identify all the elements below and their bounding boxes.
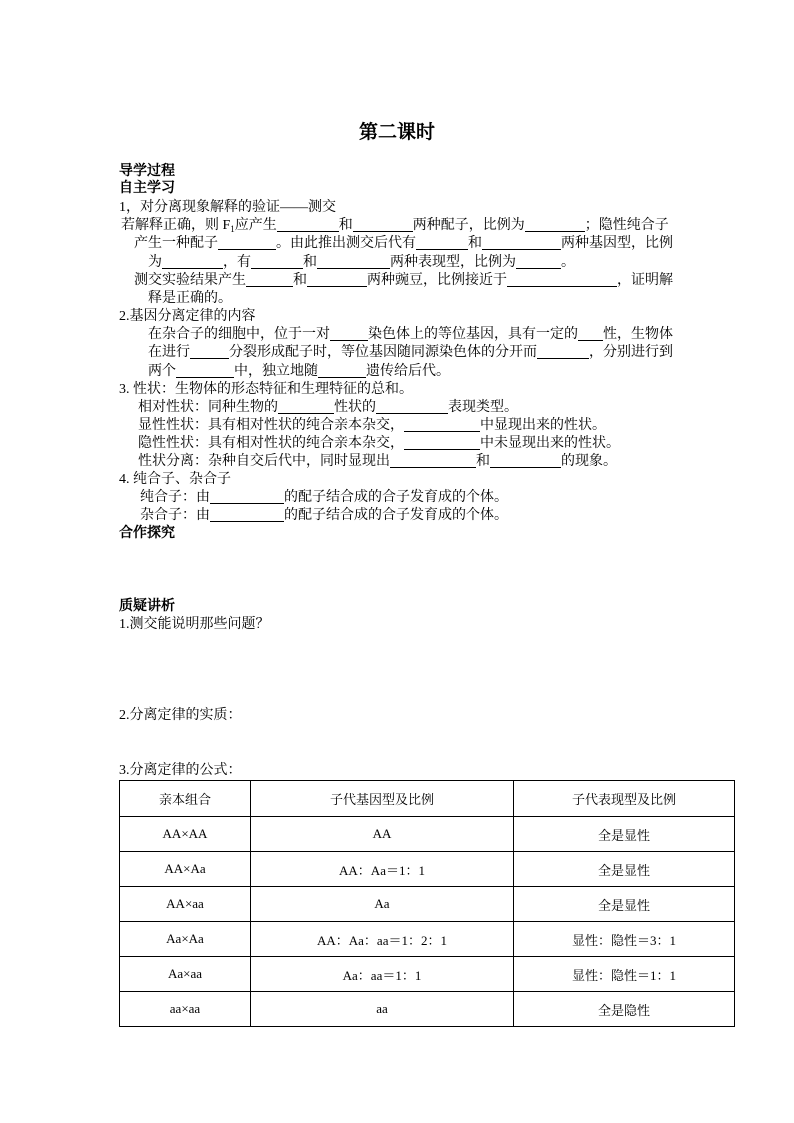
text-segment: 在杂合子的细胞中，位于一对 (148, 327, 330, 342)
section-heading-guide: 导学过程 (119, 164, 175, 179)
answer-blank (162, 254, 223, 269)
q2-line-2 (148, 344, 673, 362)
table-row (120, 887, 735, 922)
text-segment: 性，生物体 (603, 327, 673, 342)
table-cell: 全是显性 (514, 852, 735, 887)
discussion-question-3: 3.分离定律的公式： (119, 763, 242, 778)
q3-recessive-trait (138, 435, 620, 453)
text-segment: 的现象。 (561, 454, 617, 469)
q1-line-2 (134, 235, 673, 253)
q2-line-3 (148, 363, 450, 381)
q3-title: 3. 性状：生物体的形态特征和生理特征的总和。 (119, 382, 413, 397)
text-segment: 中未显现出来的性状。 (480, 436, 620, 451)
answer-blank (416, 235, 468, 250)
table-row (120, 922, 735, 957)
table-cell: 全是显性 (514, 817, 735, 852)
text-segment: 两个 (148, 364, 176, 379)
text-segment: 中，独立地随 (234, 364, 318, 379)
q2-line-1 (148, 326, 673, 344)
text-segment: 表现类型。 (448, 400, 518, 415)
text-segment: 和 (293, 273, 307, 288)
q2-title: 2.基因分离定律的内容 (119, 309, 256, 324)
table-cell: AA：Aa：aa＝1：2：1 (251, 922, 514, 957)
answer-blank (246, 272, 293, 287)
q1-line-1 (121, 217, 669, 235)
answer-blank (330, 326, 368, 341)
text-segment: 性状分离：杂种自交后代中，同时显现出 (138, 454, 390, 469)
text-segment: 和 (476, 454, 490, 469)
text-segment: 纯合子：由 (140, 490, 210, 505)
text-segment: 遗传给后代。 (366, 364, 450, 379)
table-cell: AA (251, 817, 514, 852)
answer-blank (278, 399, 334, 414)
segregation-formula-table (119, 780, 735, 1027)
answer-blank (176, 363, 234, 378)
subscript: 1 (230, 224, 235, 234)
table-cell: AA×AA (120, 817, 251, 852)
table-cell: aa (251, 992, 514, 1027)
table-cell: 显性：隐性＝1：1 (514, 957, 735, 992)
answer-blank (218, 235, 276, 250)
section-heading-self-study: 自主学习 (119, 181, 175, 196)
table-cell: AA：Aa＝1：1 (251, 852, 514, 887)
text-segment: 的配子结合成的合子发育成的个体。 (284, 490, 508, 505)
text-segment: 杂合子：由 (140, 508, 210, 523)
q3-trait-segregation (138, 453, 617, 471)
table-row (120, 957, 735, 992)
table-header-cell: 子代表现型及比例 (514, 781, 735, 817)
answer-blank (251, 254, 303, 269)
answer-blank (404, 435, 480, 450)
text-segment: 为 (148, 255, 162, 270)
text-segment: 中显现出来的性状。 (480, 418, 606, 433)
answer-blank (307, 272, 367, 287)
table-cell: 显性：隐性＝3：1 (514, 922, 735, 957)
answer-blank (210, 507, 284, 522)
section-heading-cooperate: 合作探究 (119, 526, 175, 541)
answer-blank (190, 344, 229, 359)
q1-line-5: 释是正确的。 (148, 291, 232, 306)
table-header-cell: 子代基因型及比例 (251, 781, 514, 817)
text-segment: ，分别进行到 (589, 345, 673, 360)
text-segment: 隐性性状：具有相对性状的纯合亲本杂交， (138, 436, 404, 451)
text-segment: 两种基因型，比例 (561, 236, 673, 251)
text-segment: 测交实验结果产生 (134, 273, 246, 288)
text-segment: 和 (468, 236, 482, 251)
text-segment: 相对性状：同种生物的 (138, 400, 278, 415)
table-cell: Aa×Aa (120, 922, 251, 957)
table-header-cell: 亲本组合 (120, 781, 251, 817)
table-cell: aa×aa (120, 992, 251, 1027)
answer-blank (537, 344, 589, 359)
q4-heterozygote (140, 507, 508, 525)
text-segment: ，证明解 (617, 273, 673, 288)
text-segment: 和 (303, 255, 317, 270)
text-segment: ，有 (223, 255, 251, 270)
answer-blank (390, 453, 476, 468)
table-cell: AA×Aa (120, 852, 251, 887)
q3-dominant-trait (138, 417, 606, 435)
text-segment: 染色体上的等位基因，具有一定的 (368, 327, 578, 342)
q1-title: 1，对分离现象解释的验证——测交 (119, 200, 336, 215)
answer-blank (525, 217, 585, 232)
q1-line-3 (148, 254, 575, 272)
text-segment: 产生一种配子 (134, 236, 218, 251)
text-segment: 显性性状：具有相对性状的纯合亲本杂交， (138, 418, 404, 433)
answer-blank (353, 217, 413, 232)
answer-blank (210, 489, 284, 504)
table-cell: Aa (251, 887, 514, 922)
table-cell: 全是显性 (514, 887, 735, 922)
answer-blank (578, 326, 603, 341)
text-segment: 。 (561, 255, 575, 270)
answer-blank (277, 217, 339, 232)
table-header-row (120, 781, 735, 817)
q3-relative-trait (138, 399, 518, 417)
text-segment: 两种配子，比例为 (412, 218, 525, 233)
answer-blank (516, 254, 561, 269)
section-heading-discussion: 质疑讲析 (119, 599, 175, 614)
text-segment: ；隐性纯合子 (584, 218, 669, 233)
table-cell: Aa：aa＝1：1 (251, 957, 514, 992)
q4-homozygote (140, 489, 508, 507)
answer-blank (376, 399, 448, 414)
table-cell: Aa×aa (120, 957, 251, 992)
q1-line-4 (134, 272, 673, 290)
table-cell: AA×aa (120, 887, 251, 922)
text-segment: 分裂形成配子时，等位基因随同源染色体的分开而 (229, 345, 537, 360)
table-row (120, 992, 735, 1027)
text-segment: 两种豌豆，比例接近于 (367, 273, 507, 288)
answer-blank (482, 235, 561, 250)
discussion-question-2: 2.分离定律的实质： (119, 708, 242, 723)
text-segment: 在进行 (148, 345, 190, 360)
answer-blank (490, 453, 561, 468)
answer-blank (318, 363, 366, 378)
answer-blank (317, 254, 390, 269)
text-segment: 。由此推出测交后代有 (276, 236, 416, 251)
text-segment: 和 (338, 218, 353, 233)
discussion-question-1: 1.测交能说明那些问题？ (119, 617, 270, 632)
text-segment: 性状的 (334, 400, 376, 415)
answer-blank (507, 272, 617, 287)
text-segment: 的配子结合成的合子发育成的个体。 (284, 508, 508, 523)
text-segment: 应产生 (234, 218, 277, 233)
answer-blank (404, 417, 480, 432)
table-row (120, 817, 735, 852)
page-title: 第二课时 (358, 122, 435, 143)
table-row (120, 852, 735, 887)
text-segment: 若解释正确，则 F (121, 218, 231, 233)
text-segment: 两种表现型，比例为 (390, 255, 516, 270)
table-cell: 全是隐性 (514, 992, 735, 1027)
q4-title: 4. 纯合子、杂合子 (119, 472, 231, 487)
